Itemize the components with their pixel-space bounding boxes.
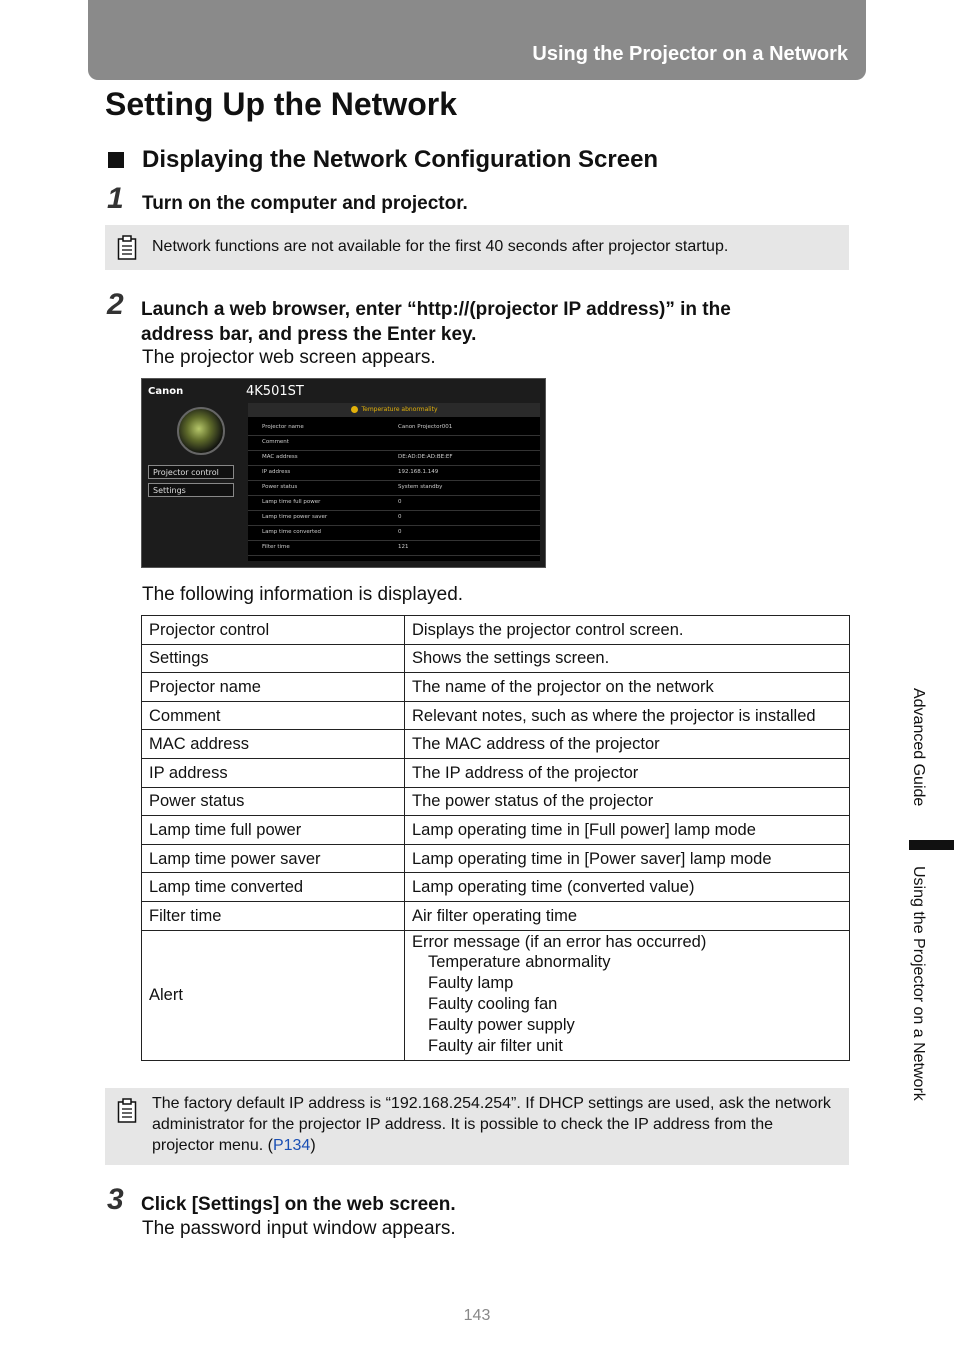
- step-3-result: The password input window appears.: [142, 1218, 456, 1239]
- note-box-1: [105, 225, 849, 270]
- table-cell-item: Alert: [142, 930, 405, 1060]
- table-row: [142, 901, 850, 930]
- web-info-row: MAC address DE:AD:DE:AD:BE:EF: [248, 450, 540, 466]
- projector-web-screen: [141, 378, 546, 568]
- table-cell-description: Shows the settings screen.: [405, 644, 850, 673]
- memo-icon: [117, 235, 137, 261]
- web-settings-button[interactable]: Settings: [148, 483, 234, 497]
- alert-sub-item: Faulty air filter unit: [428, 1037, 563, 1056]
- memo-icon: [117, 1098, 137, 1124]
- side-tab-marker: [909, 840, 954, 850]
- table-row: [142, 873, 850, 902]
- web-alert-bar: [248, 403, 540, 417]
- table-row: [142, 616, 850, 645]
- table-cell-item: Filter time: [142, 901, 405, 930]
- table-cell-item: Projector name: [142, 673, 405, 702]
- table-cell-item: Power status: [142, 787, 405, 816]
- table-cell-description: Lamp operating time in [Full power] lamp mode: [405, 816, 850, 845]
- alert-sub-item: Faulty lamp: [428, 973, 514, 992]
- info-intro: The following information is displayed.: [142, 584, 464, 605]
- table-cell-item: Comment: [142, 701, 405, 730]
- table-cell-description: Air filter operating time: [405, 901, 850, 930]
- step-1-number: 1: [107, 182, 124, 215]
- table-cell-item: MAC address: [142, 730, 405, 759]
- web-info-row: Power status System standby: [248, 480, 540, 496]
- black-square-icon: [108, 152, 124, 168]
- table-row: [142, 844, 850, 873]
- web-info-panel: [248, 403, 540, 561]
- table-row: [142, 730, 850, 759]
- web-info-row: Comment: [248, 435, 540, 451]
- warning-icon: [351, 406, 358, 413]
- step-1-text: Turn on the computer and projector.: [142, 193, 468, 214]
- table-row: [142, 758, 850, 787]
- table-cell-description: Lamp operating time in [Power saver] lamp mode: [405, 844, 850, 873]
- side-tab-advanced-guide[interactable]: Advanced Guide: [910, 688, 927, 807]
- table-cell-description: [405, 930, 850, 1060]
- table-cell-description: Displays the projector control screen.: [405, 616, 850, 645]
- table-cell-item: Lamp time converted: [142, 873, 405, 902]
- web-info-row: Lamp time converted 0: [248, 525, 540, 541]
- table-cell-item: Settings: [142, 644, 405, 673]
- table-cell-description: The power status of the projector: [405, 787, 850, 816]
- web-info-row: IP address 192.168.1.149: [248, 465, 540, 481]
- table-cell-description: Lamp operating time (converted value): [405, 873, 850, 902]
- header-section-title: Using the Projector on a Network: [532, 43, 848, 65]
- note-box-2: [105, 1088, 849, 1165]
- table-row-alert: [142, 930, 850, 1060]
- web-info-row: Projector name Canon Projector001: [248, 420, 540, 436]
- alert-sub-item: Faulty cooling fan: [428, 994, 558, 1013]
- table-cell-item: Projector control: [142, 616, 405, 645]
- web-info-row: Lamp time power saver 0: [248, 510, 540, 526]
- note-2-text: The factory default IP address is “192.168.254.254”. If DHCP settings are used, ask the network administrator for the projector IP address. It is possible to check the IP address from the projector menu. (P134): [152, 1095, 831, 1154]
- table-cell-item: Lamp time power saver: [142, 844, 405, 873]
- table-row: [142, 816, 850, 845]
- table-row: [142, 787, 850, 816]
- step-2-result: The projector web screen appears.: [142, 347, 436, 368]
- table-cell-description: The name of the projector on the network: [405, 673, 850, 702]
- header-bar: [88, 0, 866, 80]
- web-alert-text: Temperature abnormality: [361, 406, 438, 413]
- table-row: [142, 673, 850, 702]
- table-row: [142, 644, 850, 673]
- page-title: Setting Up the Network: [105, 86, 458, 122]
- table-cell-description: The MAC address of the projector: [405, 730, 850, 759]
- web-projector-control-button[interactable]: Projector control: [148, 465, 234, 479]
- table-cell-item: Lamp time full power: [142, 816, 405, 845]
- projector-lens-image: [177, 407, 225, 455]
- step-3-text: Click [Settings] on the web screen.: [141, 1194, 456, 1215]
- side-tab-network-section[interactable]: Using the Projector on a Network: [910, 866, 927, 1101]
- step-2-number: 2: [107, 288, 124, 321]
- step-3-number: 3: [107, 1183, 124, 1216]
- table-cell-description: The IP address of the projector: [405, 758, 850, 787]
- table-cell-item: IP address: [142, 758, 405, 787]
- web-info-row: Lamp time full power 0: [248, 495, 540, 511]
- alert-sub-item: Temperature abnormality: [428, 952, 611, 971]
- web-info-row: Filter time 121: [248, 540, 540, 556]
- step-2-text: Launch a web browser, enter “http://(projector IP address)” in the address bar, and press the Enter key.: [141, 299, 731, 345]
- alert-description: Error message (if an error has occurred): [412, 932, 707, 951]
- web-model-name: 4K501ST: [246, 384, 304, 399]
- web-brand-logo: Canon: [148, 386, 184, 397]
- section-heading: [108, 146, 658, 174]
- info-table: [141, 615, 850, 1061]
- page-number: 143: [463, 1307, 491, 1324]
- alert-sub-item: Faulty power supply: [428, 1016, 575, 1035]
- note-1-text: Network functions are not available for the first 40 seconds after projector startup.: [152, 238, 729, 255]
- table-row: [142, 701, 850, 730]
- section-heading-text: Displaying the Network Configuration Screen: [142, 146, 659, 173]
- page-link-p134[interactable]: P134: [272, 1137, 311, 1154]
- table-cell-description: Relevant notes, such as where the projector is installed: [405, 701, 850, 730]
